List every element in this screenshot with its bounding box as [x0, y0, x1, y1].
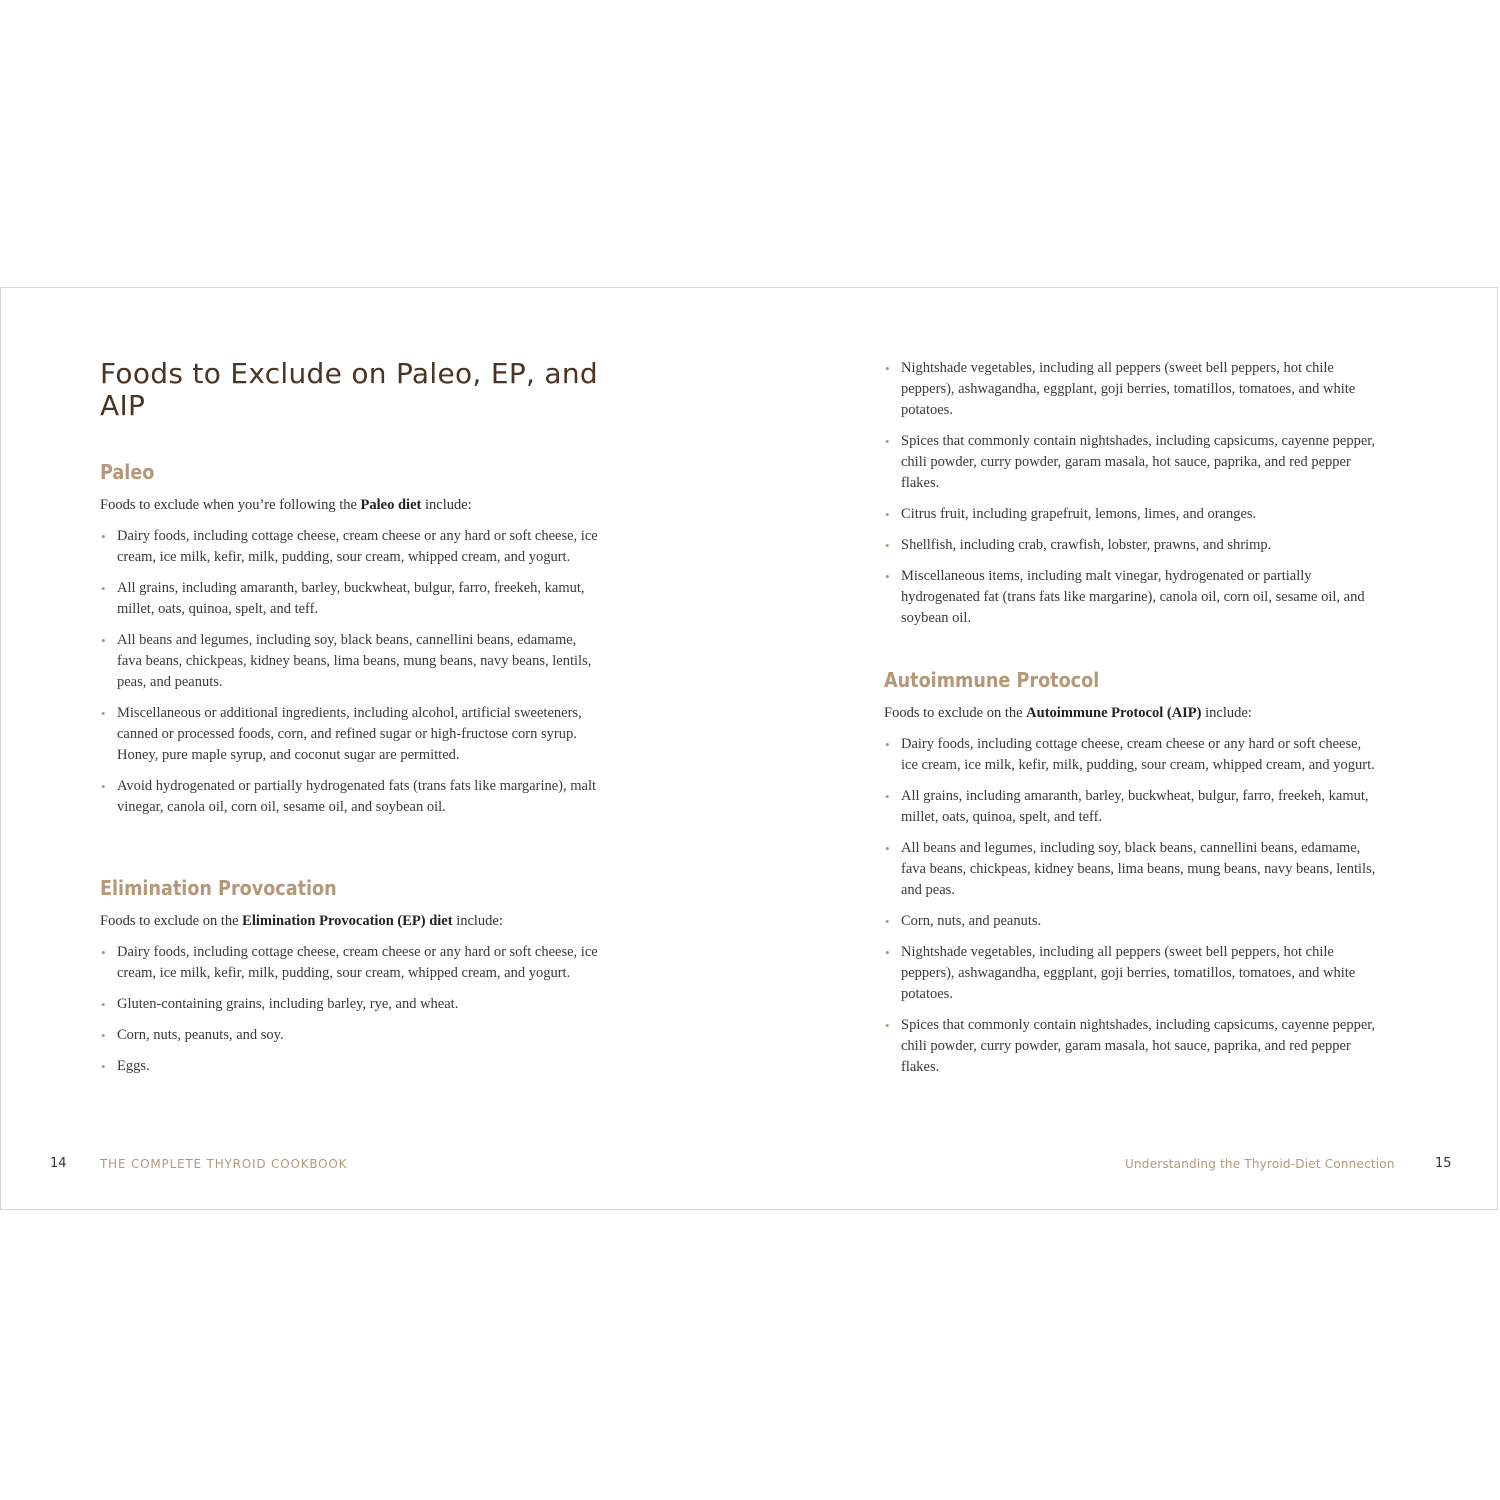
- list-item: [100, 1025, 600, 1046]
- bullet-icon: •: [885, 569, 890, 584]
- bullet-icon: •: [101, 1059, 106, 1074]
- bullet-icon: •: [885, 1018, 890, 1033]
- intro-text: Foods to exclude on the: [100, 913, 243, 929]
- intro-text: include:: [1201, 705, 1252, 721]
- ep-intro: [100, 911, 600, 932]
- intro-text: include:: [421, 497, 472, 513]
- list-item: [884, 942, 1379, 1005]
- bullet-icon: •: [885, 434, 890, 449]
- bullet-icon: •: [885, 841, 890, 856]
- list-item: [884, 838, 1379, 901]
- intro-bold: Paleo diet: [360, 497, 422, 513]
- bullet-icon: •: [101, 529, 106, 544]
- list-item: [100, 526, 600, 568]
- section-heading-ep: Elimination Provocation: [100, 876, 337, 900]
- intro-text: Foods to exclude when you’re following the: [100, 497, 361, 513]
- list-item: [100, 776, 600, 818]
- running-head-left: THE COMPLETE THYROID COOKBOOK: [100, 1157, 348, 1171]
- list-item-text: Eggs.: [117, 1058, 150, 1074]
- aip-list: [884, 734, 1379, 1078]
- list-item: [100, 994, 600, 1015]
- list-item-text: All grains, including amaranth, barley, buckwheat, bulgur, farro, freekeh, kamut, millet, oats, quinoa, spelt, and teff.: [901, 788, 1369, 825]
- continued-list: [884, 358, 1379, 629]
- right-page: [750, 288, 1499, 1209]
- list-item: [884, 535, 1379, 556]
- bullet-icon: •: [885, 914, 890, 929]
- bullet-icon: •: [885, 945, 890, 960]
- list-item-text: Avoid hydrogenated or partially hydrogenated fats (trans fats like margarine), malt vinegar, canola oil, corn oil, sesame oil, and soybean oil.: [117, 778, 597, 815]
- bullet-icon: •: [885, 507, 890, 522]
- intro-bold: Elimination Provocation (EP) diet: [242, 913, 453, 929]
- page-number-left: 14: [50, 1156, 67, 1171]
- list-item-text: Spices that commonly contain nightshades, including capsicums, cayenne pepper, chili powder, curry powder, garam masala, hot sauce, paprika, and red pepper flakes.: [901, 1017, 1376, 1075]
- bullet-icon: •: [101, 1028, 106, 1043]
- paleo-intro: [100, 495, 600, 516]
- list-item: [100, 703, 600, 766]
- list-item: [884, 1015, 1379, 1078]
- list-item-text: Gluten-containing grains, including barley, rye, and wheat.: [117, 996, 459, 1012]
- list-item-text: Dairy foods, including cottage cheese, cream cheese or any hard or soft cheese, ice cream, ice milk, kefir, milk, pudding, sour cream, whipped cream, and yogurt.: [901, 736, 1375, 773]
- list-item: [100, 942, 600, 984]
- section-heading-paleo: Paleo: [100, 460, 155, 484]
- bullet-icon: •: [101, 706, 106, 721]
- list-item-text: Corn, nuts, and peanuts.: [901, 913, 1042, 929]
- continued-list-section: [884, 348, 1379, 639]
- bullet-icon: •: [101, 581, 106, 596]
- intro-text: include:: [452, 913, 503, 929]
- book-spread: [0, 287, 1498, 1210]
- list-item-text: Corn, nuts, peanuts, and soy.: [117, 1027, 284, 1043]
- left-page: [1, 288, 750, 1209]
- intro-text: Foods to exclude on the: [884, 705, 1027, 721]
- list-item-text: Miscellaneous items, including malt vinegar, hydrogenated or partially hydrogenated fat (trans fats like margarine), canola oil, corn oil, sesame oil, and soybean oil.: [901, 568, 1365, 626]
- list-item-text: Dairy foods, including cottage cheese, cream cheese or any hard or soft cheese, ice cream, ice milk, kefir, milk, pudding, sour cream, whipped cream, and yogurt.: [117, 944, 598, 981]
- intro-bold: Autoimmune Protocol (AIP): [1026, 705, 1202, 721]
- bullet-icon: •: [101, 633, 106, 648]
- bullet-icon: •: [101, 779, 106, 794]
- page-title: Foods to Exclude on Paleo, EP, and AIP: [100, 357, 598, 422]
- running-head-right: Understanding the Thyroid-Diet Connection: [1125, 1157, 1395, 1171]
- list-item: [100, 578, 600, 620]
- paleo-section: [100, 460, 600, 828]
- list-item: [884, 734, 1379, 776]
- list-item: [884, 786, 1379, 828]
- list-item: [100, 1056, 600, 1077]
- bullet-icon: •: [885, 538, 890, 553]
- list-item-text: Shellfish, including crab, crawfish, lobster, prawns, and shrimp.: [901, 537, 1272, 553]
- list-item: [100, 630, 600, 693]
- list-item-text: All beans and legumes, including soy, black beans, cannellini beans, edamame, fava beans, chickpeas, kidney beans, lima beans, mung beans, navy beans, lentils, peas, and peanuts.: [117, 632, 592, 690]
- list-item: [884, 566, 1379, 629]
- list-item-text: All beans and legumes, including soy, black beans, cannellini beans, edamame, fava beans, chickpeas, kidney beans, lima beans, mung beans, navy beans, lentils, and peas.: [901, 840, 1376, 898]
- ep-section: [100, 876, 600, 1087]
- list-item-text: All grains, including amaranth, barley, buckwheat, bulgur, farro, freekeh, kamut, millet, oats, quinoa, spelt, and teff.: [117, 580, 585, 617]
- bullet-icon: •: [101, 945, 106, 960]
- page-number-right: 15: [1435, 1156, 1452, 1171]
- list-item: [884, 358, 1379, 421]
- bullet-icon: •: [885, 789, 890, 804]
- list-item-text: Nightshade vegetables, including all peppers (sweet bell peppers, hot chile peppers), ashwagandha, eggplant, goji berries, tomatillos, tomatoes, and white potatoes.: [901, 360, 1356, 418]
- bullet-icon: •: [885, 737, 890, 752]
- paleo-list: [100, 526, 600, 818]
- bullet-icon: •: [885, 361, 890, 376]
- section-heading-aip: Autoimmune Protocol: [884, 668, 1100, 692]
- aip-section: [884, 668, 1379, 1088]
- list-item-text: Spices that commonly contain nightshades, including capsicums, cayenne pepper, chili powder, curry powder, garam masala, hot sauce, paprika, and red pepper flakes.: [901, 433, 1376, 491]
- ep-list: [100, 942, 600, 1077]
- list-item-text: Nightshade vegetables, including all peppers (sweet bell peppers, hot chile peppers), ashwagandha, eggplant, goji berries, tomatillos, tomatoes, and white potatoes.: [901, 944, 1356, 1002]
- list-item: [884, 911, 1379, 932]
- bullet-icon: •: [101, 997, 106, 1012]
- list-item-text: Miscellaneous or additional ingredients, including alcohol, artificial sweeteners, canned or processed foods, corn, and refined sugar or high-fructose corn syrup. Honey, pure maple syrup, and coconut sugar are permitted.: [117, 705, 582, 763]
- list-item: [884, 431, 1379, 494]
- list-item: [884, 504, 1379, 525]
- list-item-text: Citrus fruit, including grapefruit, lemons, limes, and oranges.: [901, 506, 1257, 522]
- aip-intro: [884, 703, 1379, 724]
- list-item-text: Dairy foods, including cottage cheese, cream cheese or any hard or soft cheese, ice cream, ice milk, kefir, milk, pudding, sour cream, whipped cream, and yogurt.: [117, 528, 598, 565]
